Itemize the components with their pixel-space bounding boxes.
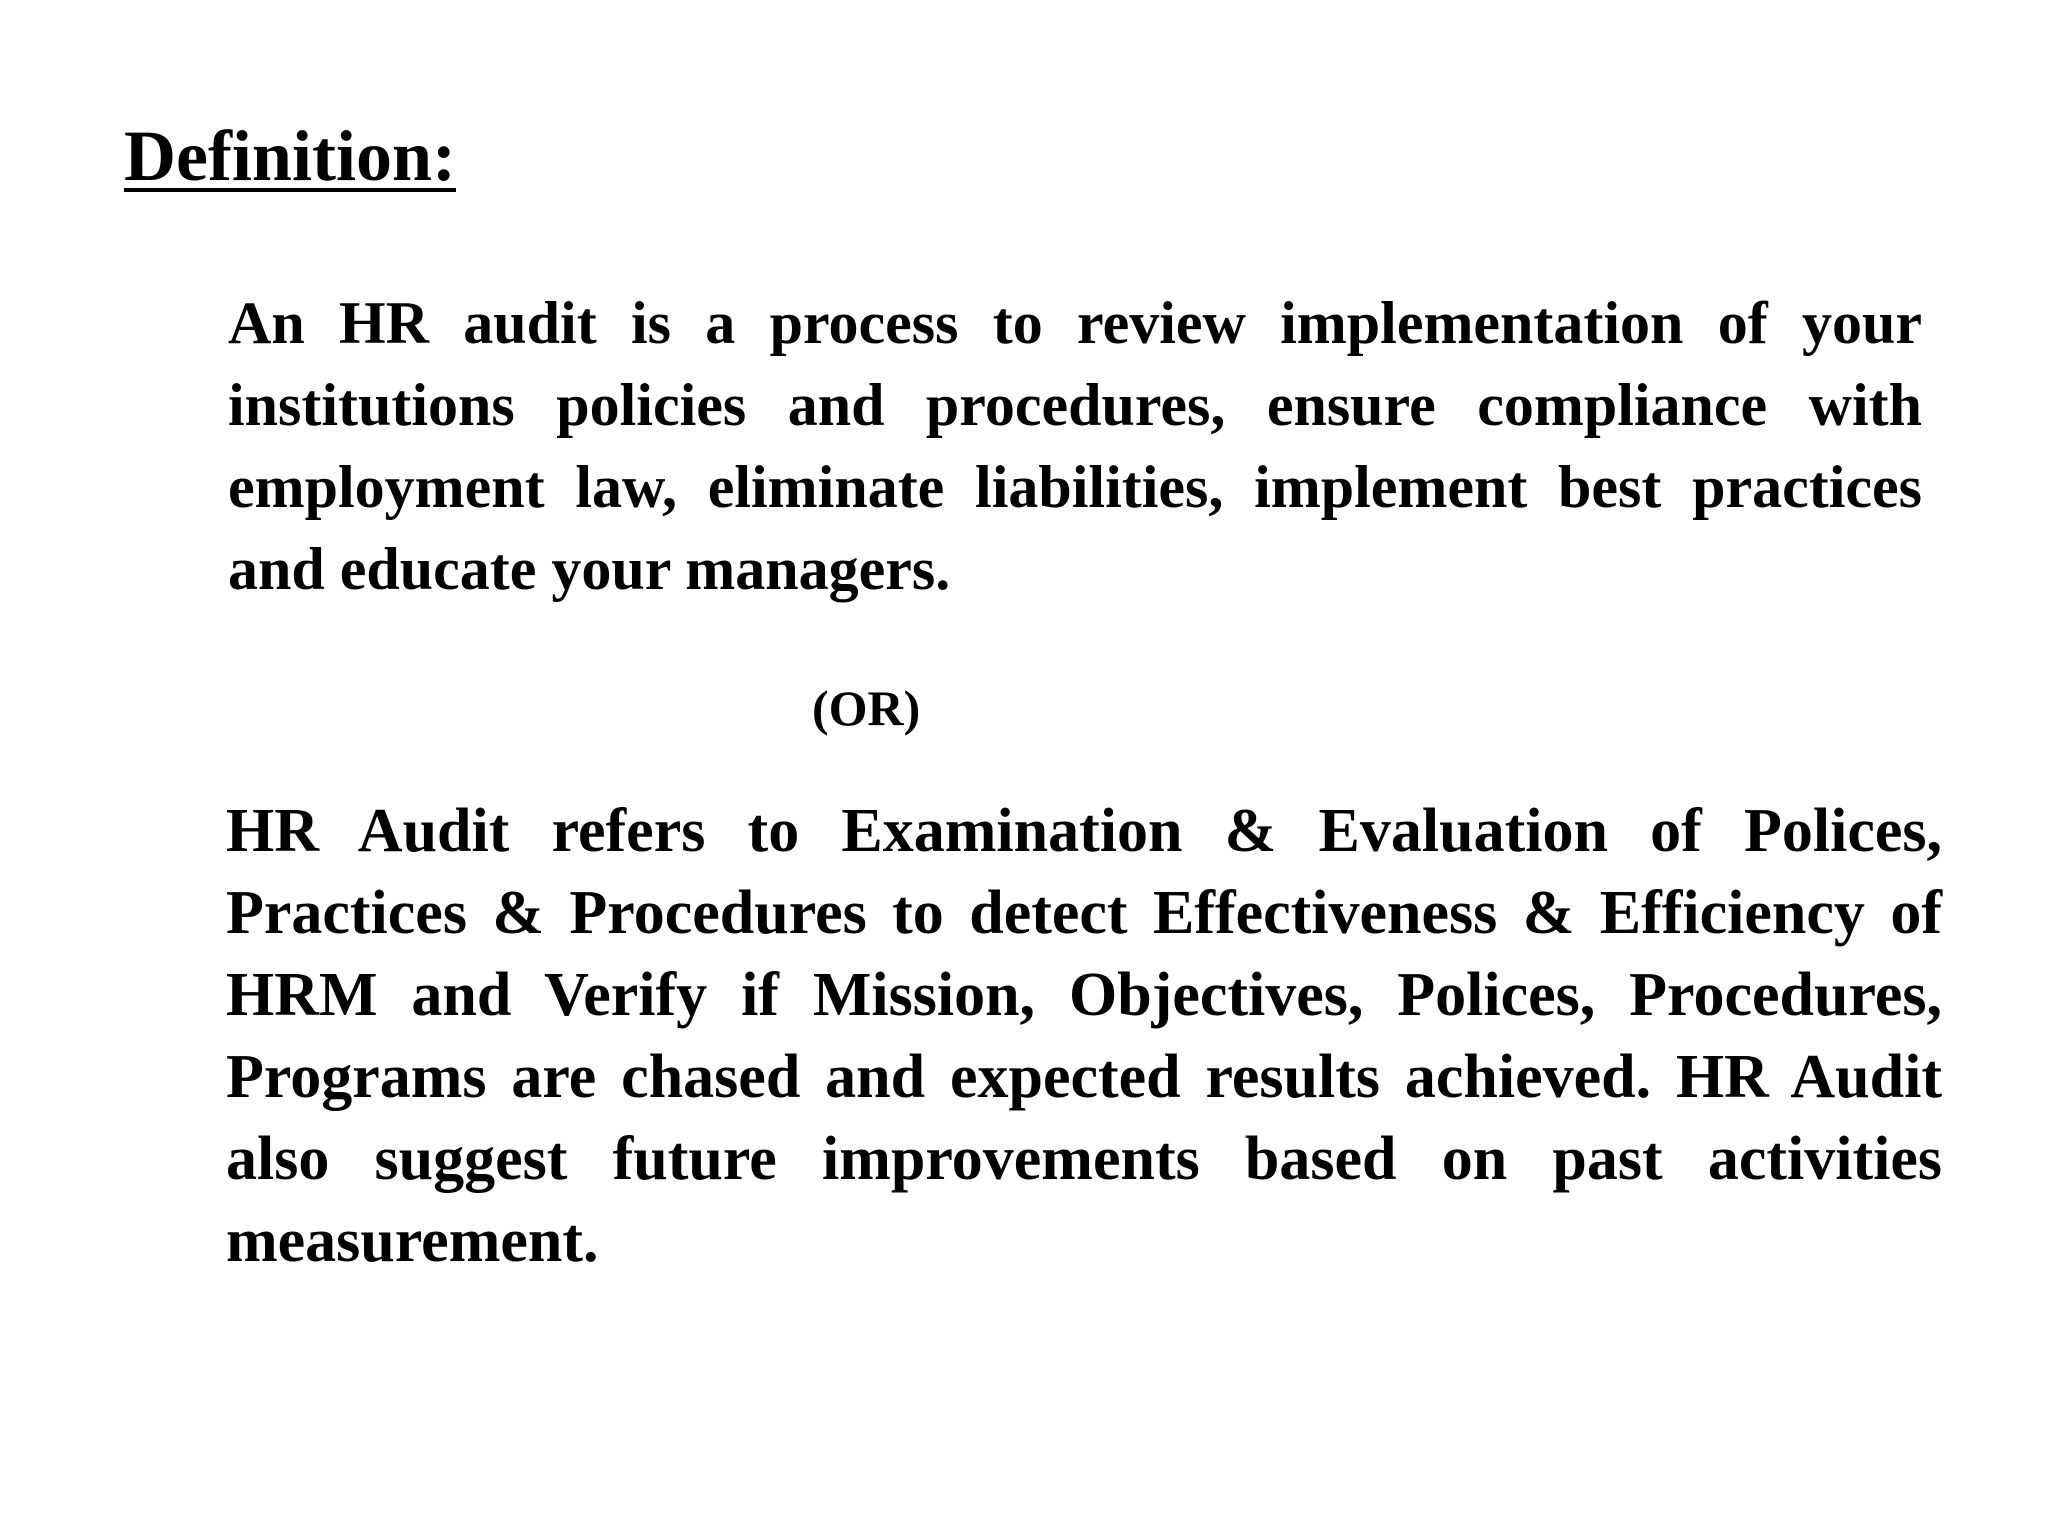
- or-separator: (OR): [812, 680, 921, 736]
- page-title: Definition:: [124, 116, 456, 196]
- definition-paragraph-2: HR Audit refers to Examination & Evaluation of Polices, Practices & Procedures to detect Effectiveness & Efficiency of HRM and Verify if Mission, Objectives, Polices, Procedures, Programs are chased and expected results achieved. HR Audit also suggest future improvements based on past activities measurement.: [226, 797, 1942, 1275]
- definition-paragraph-1: An HR audit is a process to review implementation of your institutions policies and procedures, ensure compliance with employment law, eliminate liabilities, implement best practices and educate your managers.: [228, 290, 1922, 602]
